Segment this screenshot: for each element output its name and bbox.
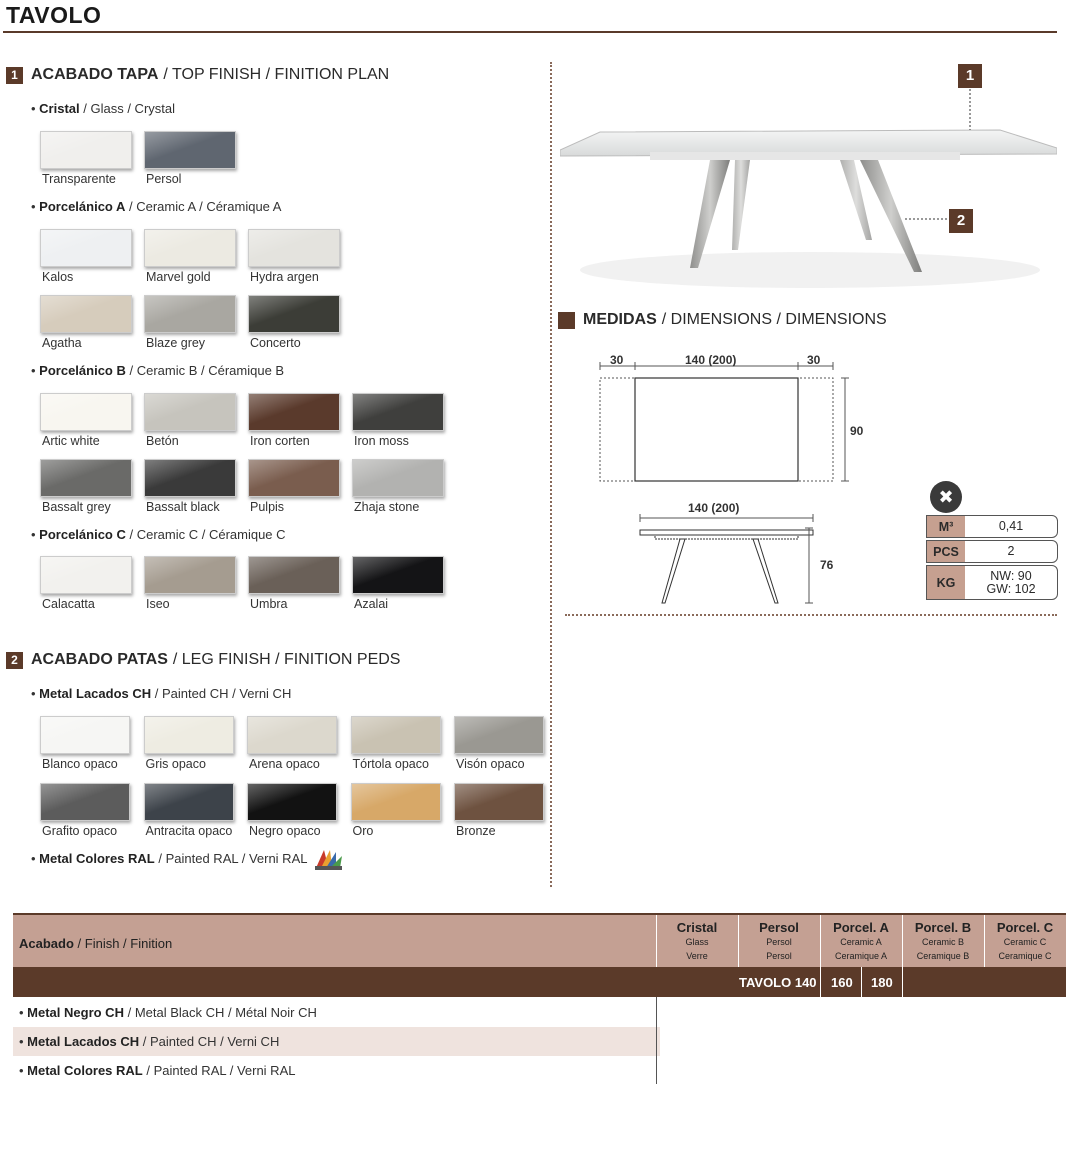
tools-icon: ✖ [930,481,962,513]
top-finish-swatch [144,556,236,594]
section-heading-bold: ACABADO PATAS [31,651,168,668]
top-finish-swatch [40,131,132,169]
leg-finish-label: Antracita opaco [145,824,233,838]
top-finish-swatch [248,459,340,497]
dim-top-mid: 140 (200) [685,353,737,367]
top-finish-swatch [352,459,444,497]
section-leg-finish-heading [6,651,400,669]
top-finish-swatch [144,393,236,431]
dimensions-heading-bold: MEDIDAS [583,311,657,328]
leg-finish-swatch [351,783,441,821]
top-finish-label: Transparente [42,172,116,186]
leg-finish-label: Tórtola opaco [352,757,429,771]
page-title: TAVOLO [6,2,102,28]
leg-finish-label: Oro [352,824,374,838]
table-head-bold: Acabado [19,936,74,951]
top-finish-swatch [144,459,236,497]
table-col-cristal: Cristal Glass Verre [676,920,718,961]
leg-finish-swatch [351,716,441,754]
table-product-image [560,100,1057,295]
top-finish-label: Umbra [250,597,288,611]
table-row: • Metal Lacados CH / Painted CH / Verni CH [13,1027,660,1056]
leg-finish-swatch [144,716,234,754]
leg-finish-swatch [40,716,130,754]
callout-1: 1 [958,64,982,88]
vertical-divider [550,62,552,887]
top-finish-swatch [144,229,236,267]
leg-finish-label: Negro opaco [249,824,321,838]
top-finish-swatch [248,295,340,333]
leg-finish-swatch [454,783,544,821]
top-finish-label: Hydra argen [250,270,319,284]
top-finish-label: Concerto [250,336,301,350]
dimensions-heading-rest: / DIMENSIONS / DIMENSIONS [661,311,887,328]
dim-height: 76 [820,558,834,572]
top-finish-swatch [352,556,444,594]
table-size-band [13,967,1066,997]
top-finish-label: Zhaja stone [354,500,420,514]
table-col-porcel-a: Porcel. A Ceramic A Ceramique A [833,920,889,961]
dimension-drawings [595,360,855,610]
leg-finish-swatch [247,716,337,754]
section-heading-rest: / TOP FINISH / FINITION PLAN [163,66,390,83]
leg-finish-label: Grafito opaco [42,824,118,838]
top-finish-swatch [248,229,340,267]
table-row: • Metal Colores RAL / Painted RAL / Verni RAL [19,1063,296,1078]
group-heading-porcelanico-b: • Porcelánico B / Ceramic B / Céramique B [31,363,285,378]
top-finish-label: Bassalt grey [42,500,111,514]
top-finish-label: Betón [146,434,179,448]
top-finish-label: Persol [146,172,182,186]
dim-depth: 90 [850,424,864,438]
top-finish-label: Iron corten [250,434,310,448]
top-finish-swatch [40,229,132,267]
top-finish-swatch [40,393,132,431]
top-finish-label: Pulpis [250,500,285,514]
table-head-rest: / Finish / Finition [77,936,173,951]
section-heading-rest: / LEG FINISH / FINITION PEDS [172,651,401,668]
top-finish-swatch [248,393,340,431]
callout-2: 2 [949,209,973,233]
top-finish-swatch [40,556,132,594]
table-row: • Metal Negro CH / Metal Black CH / Métal Noir CH [19,1005,317,1020]
leg-finish-swatch [144,783,234,821]
top-finish-label: Marvel gold [146,270,211,284]
group-heading-porcelanico-c: • Porcelánico C / Ceramic C / Céramique C [31,527,286,542]
band-tavolo-140: TAVOLO 140 [739,975,817,990]
table-column-divider [656,997,657,1084]
top-finish-label: Kalos [42,270,74,284]
leg-finish-label: Blanco opaco [42,757,118,771]
dim-top-right: 30 [807,353,821,367]
section-number: 2 [6,652,23,669]
group-heading-porcelanico-a: • Porcelánico A / Ceramic A / Céramique A [31,199,282,214]
top-finish-swatch [144,131,236,169]
top-finish-label: Agatha [42,336,82,350]
band-180: 180 [871,975,893,990]
table-col-persol: Persol Persol Persol [759,920,799,961]
band-160: 160 [831,975,853,990]
leg-finish-label: Arena opaco [249,757,320,771]
section-top-finish-heading [6,66,389,84]
ral-color-fan-icon [312,846,344,872]
top-finish-label: Iron moss [354,434,409,448]
dim-side-width: 140 (200) [688,501,740,515]
dimensions-square-icon [558,312,575,329]
top-finish-swatch [352,393,444,431]
horizontal-divider [565,614,1057,616]
top-finish-label: Azalai [354,597,389,611]
table-col-porcel-c: Porcel. C Ceramic C Ceramique C [996,920,1054,961]
group-heading-metal-ral: • Metal Colores RAL / Painted RAL / Verni RAL [31,851,308,866]
spec-net-weight: NW: 90 [990,568,1032,583]
top-finish-swatch [144,295,236,333]
table-col-porcel-b: Porcel. B Ceramic B Ceramique B [914,920,972,961]
leg-finish-swatch [247,783,337,821]
top-finish-label: Artic white [42,434,100,448]
leg-finish-label: Visón opaco [456,757,525,771]
top-finish-label: Calacatta [42,597,95,611]
section-heading-bold: ACABADO TAPA [31,66,159,83]
group-heading-metal-lacados: • Metal Lacados CH / Painted CH / Verni CH [31,686,292,701]
leg-finish-swatch [454,716,544,754]
top-finish-label: Bassalt black [146,500,220,514]
leg-finish-swatch [40,783,130,821]
spec-gross-weight: GW: 102 [986,581,1036,596]
top-finish-label: Iseo [146,597,170,611]
group-heading-cristal: • Cristal / Glass / Crystal [31,101,176,116]
leg-finish-label: Bronze [456,824,496,838]
spec-row-volume: M³ 0,41 [926,515,1058,538]
spec-row-pieces: PCS 2 [926,540,1058,563]
title-divider [3,31,1057,33]
dim-top-left: 30 [610,353,624,367]
leg-finish-label: Gris opaco [145,757,206,771]
top-finish-swatch [40,295,132,333]
dimensions-heading [558,311,887,329]
finish-table-header [13,913,1066,967]
top-finish-swatch [40,459,132,497]
spec-row-weight: KG NW: 90 GW: 102 [926,565,1058,600]
top-finish-label: Blaze grey [146,336,206,350]
section-number: 1 [6,67,23,84]
top-finish-swatch [248,556,340,594]
